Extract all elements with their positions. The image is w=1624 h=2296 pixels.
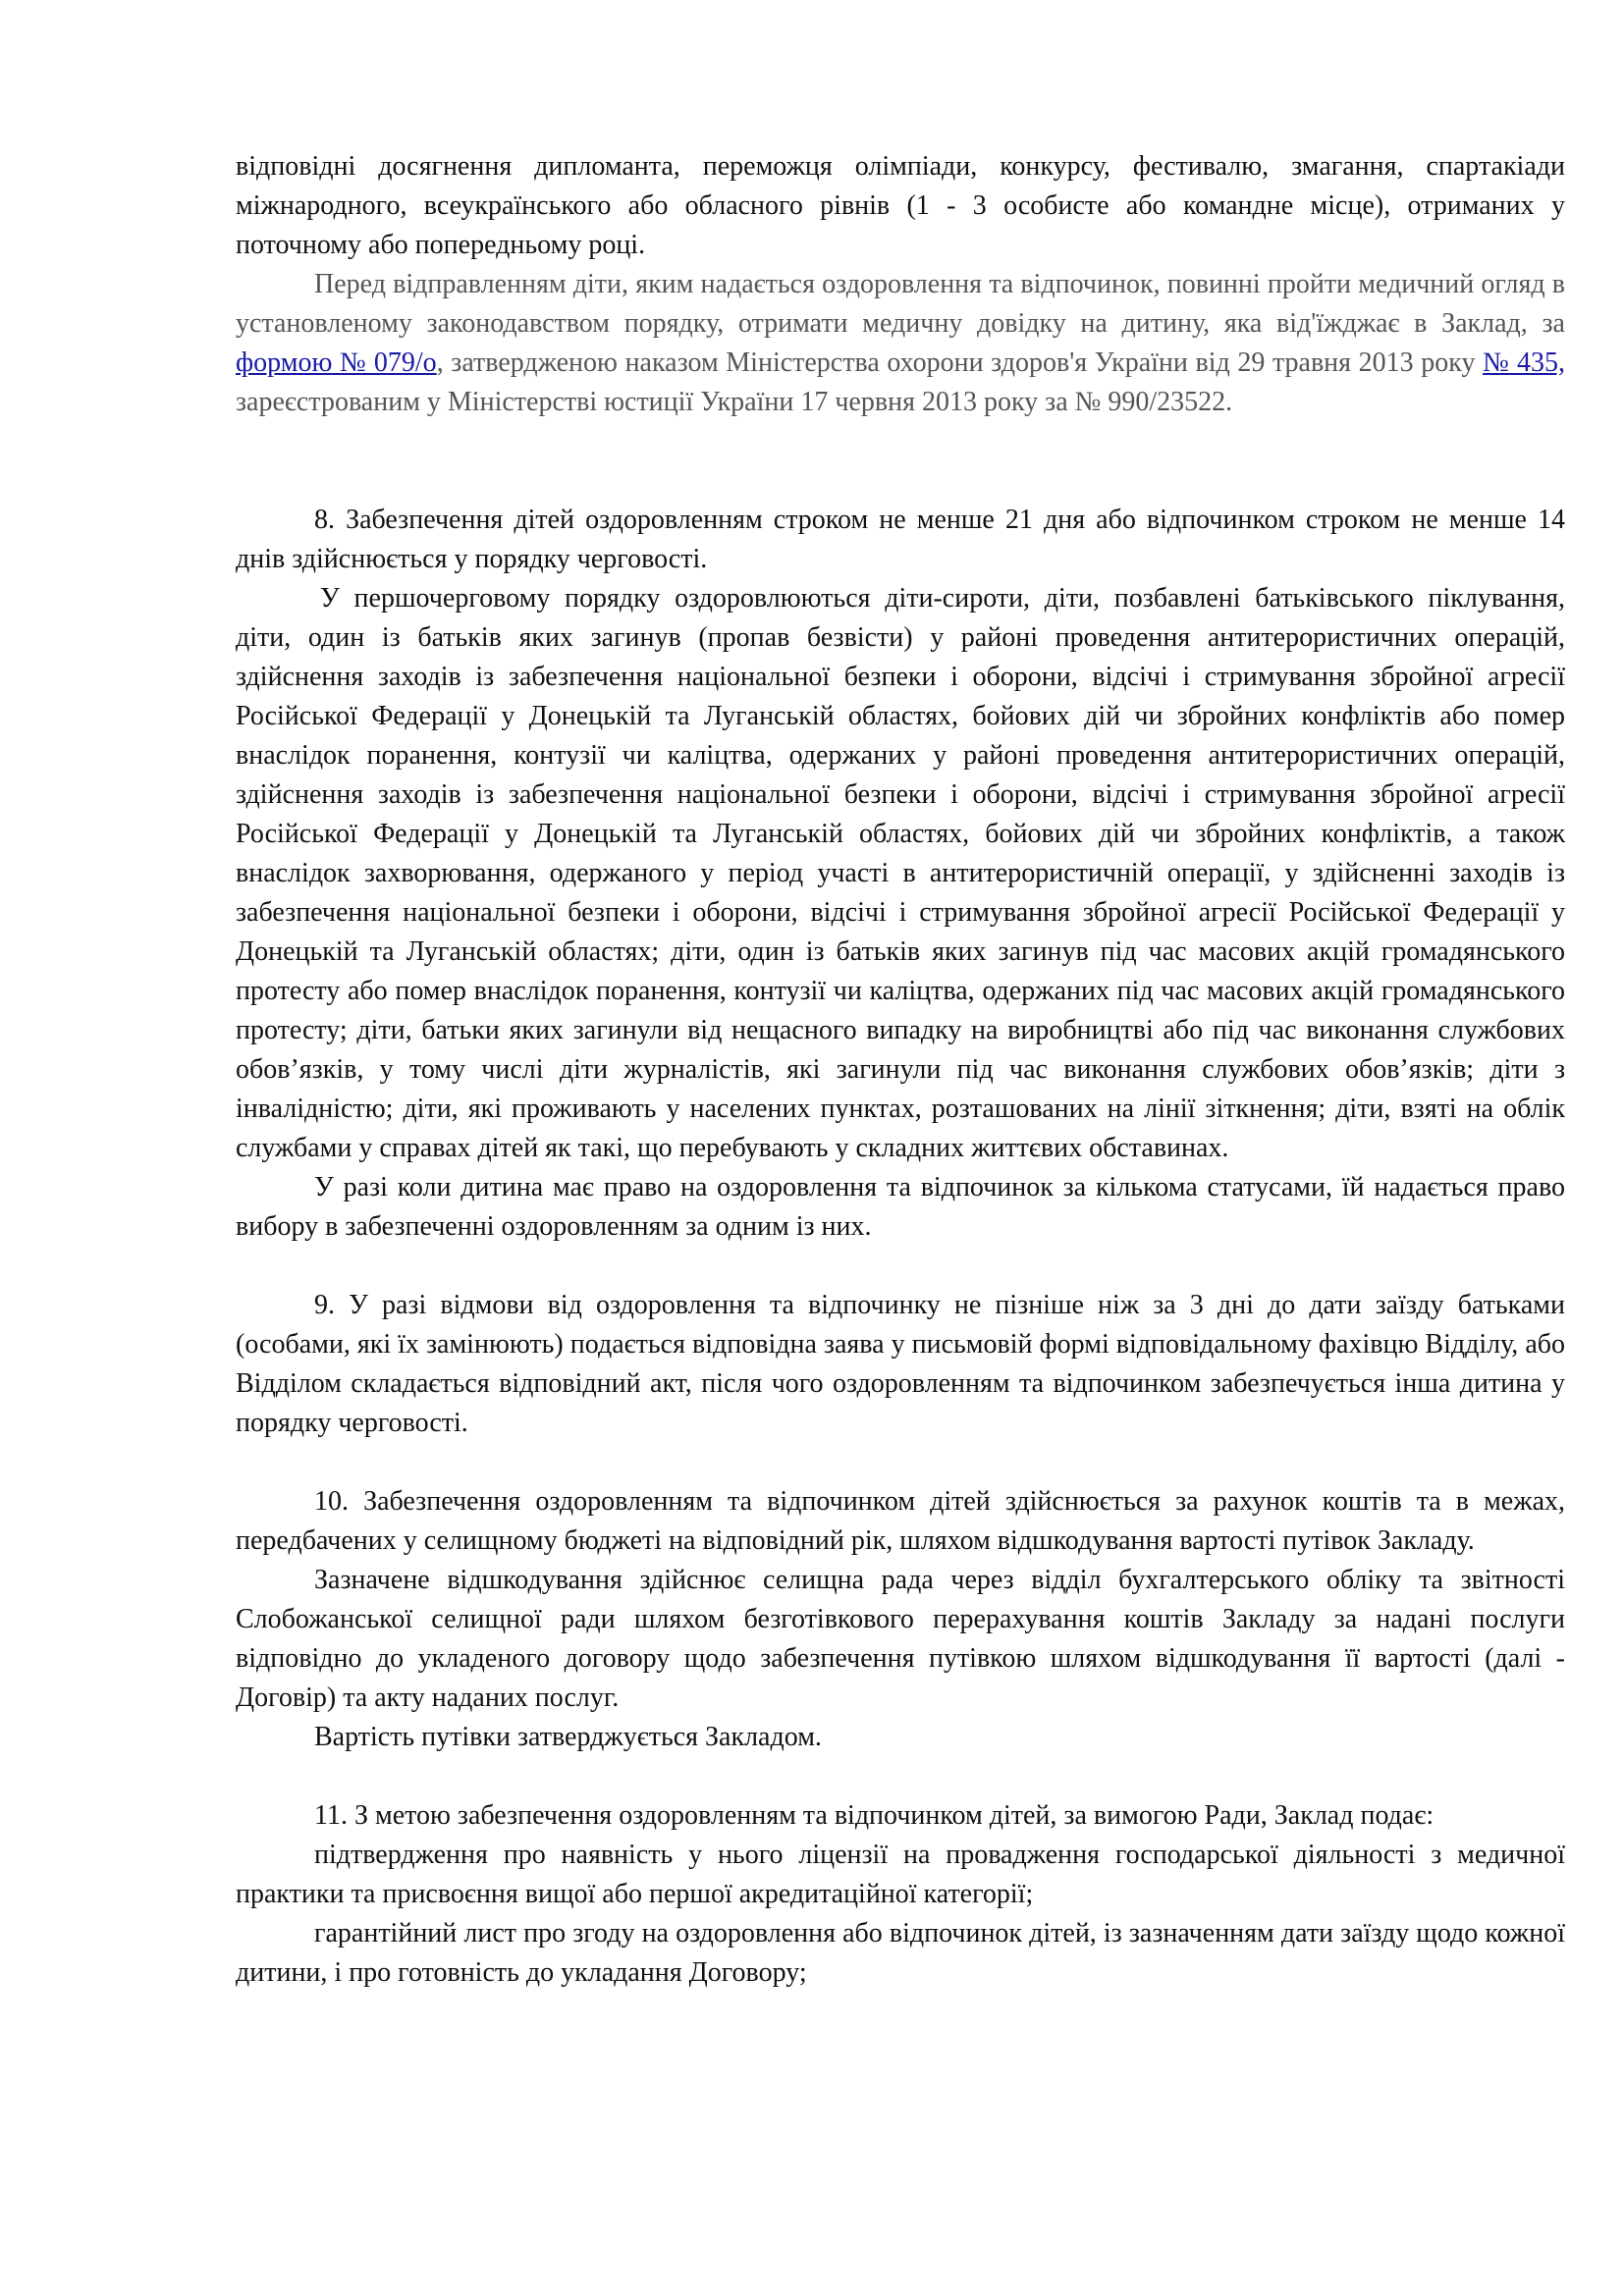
section-8-paragraph-3: У разі коли дитина має право на оздоровлення та відпочинок за кількома статусами, їй надається право вибору в забезпеченні оздоровленням за одним із них. (236, 1172, 1565, 1242)
section-10-paragraph-2: Зазначене відшкодування здійснює селищна рада через відділ бухгалтерського обліку та звітності Слобожанської селищної ради шляхом безготівкового перерахування коштів Закладу за надані послуги відповідно до укладеного договору щодо забезпечення путівкою шляхом відшкодування її вартості (далі - Договір) та акту наданих послуг. (236, 1565, 1565, 1713)
medical-exam-paragraph (236, 265, 1565, 422)
section-11-paragraph-1: 11. З метою забезпечення оздоровленням та відпочинком дітей, за вимогою Ради, Заклад подає: (314, 1800, 1435, 1831)
intro-paragraph: відповідні досягнення дипломанта, переможця олімпіади, конкурсу, фестивалю, змагання, спартакіади міжнародного, всеукраїнського або обласного рівнів (1 - 3 особисте або командне місце), отриманих у поточному або попередньому році. (236, 151, 1565, 260)
section-10-paragraph-3: Вартість путівки затверджується Закладом. (314, 1722, 822, 1752)
section-11-paragraph-3: гарантійний лист про згоду на оздоровлення або відпочинок дітей, із зазначенням дати заїзду щодо кожної дитини, і про готовність до укладання Договору; (236, 1918, 1565, 1988)
section-8-paragraph-1: 8. Забезпечення дітей оздоровленням строком не менше 21 дня або відпочинком строком не менше 14 днів здійснюється у порядку черговості. (236, 505, 1565, 574)
section-11-paragraph-2: підтвердження про наявність у нього ліцензії на провадження господарської діяльності з медичної практики та присвоєння вищої або першої акредитаційної категорії; (236, 1840, 1565, 1909)
section-10-paragraph-1: 10. Забезпечення оздоровленням та відпочинком дітей здійснюється за рахунок коштів та в межах, передбачених у селищному бюджеті на відповідний рік, шляхом відшкодування вартості путівок Закладу. (236, 1486, 1565, 1556)
medical-text-1: Перед відправленням діти, яким надається оздоровлення та відпочинок, повинні пройти медичний огляд в установленому законодавством порядку, отримати медичну довідку на дитину, яка від'їжджає в Заклад, за (236, 269, 1565, 339)
section-8-paragraph-2: У першочерговому порядку оздоровлюються діти-сироти, діти, позбавлені батьківського піклування, діти, один із батьків яких загинув (пропав безвісти) у районі проведення антитерористичних операцій, здійснення заходів із забезпечення національної безпеки і оборони, відсічі і стримування збройної агресії Російської Федерації у Донецькій та Луганській областях, бойових дій чи збройних конфліктів або помер внаслідок поранення, контузії чи каліцтва, одержаних у районі проведення антитерористичних операцій, здійснення заходів із забезпечення національної безпеки і оборони, відсічі і стримування збройної агресії Російської Федерації у Донецькій та Луганській областях, бойових дій чи збройних конфліктів, а також внаслідок захворювання, одержаного у період участі в антитерористичній операції, у здійсненні заходів із забезпечення національної безпеки і оборони, відсічі і стримування збройної агресії Російської Федерації у Донецькій та Луганській областях; діти, один із батьків яких загинув під час масових акцій громадянського протесту або помер внаслідок поранення, контузії чи каліцтва, одержаних під час масових акцій громадянського протесту; діти, батьки яких загинули від нещасного випадку на виробництві або під час виконання службових обов’язків, у тому числі діти журналістів, які загинули під час виконання службових обов’язків; діти з інвалідністю; діти, які проживають у населених пунктах, розташованих на лінії зіткнення; діти, взяті на облік службами у справах дітей як такі, що перебувають у складних життєвих обставинах. (236, 583, 1565, 1163)
section-9-paragraph-1: 9. У разі відмови від оздоровлення та відпочинку не пізніше ніж за 3 дні до дати заїзду батьками (особами, які їх замінюють) подається відповідна заява у письмовій формі відповідальному фахівцю Відділу, або Відділом складається відповідний акт, після чого оздоровленням та відпочинком забезпечується інша дитина у порядку черговості. (236, 1290, 1565, 1438)
medical-text-3: зареєстрованим у Міністерстві юстиції України 17 червня 2013 року за № 990/23522. (236, 387, 1233, 417)
order-435-link[interactable]: № 435, (1483, 347, 1565, 378)
medical-text-2: , затвердженою наказом Міністерства охорони здоров'я України від 29 травня 2013 року (436, 347, 1484, 378)
form-079-link[interactable]: формою № 079/о (236, 347, 437, 378)
